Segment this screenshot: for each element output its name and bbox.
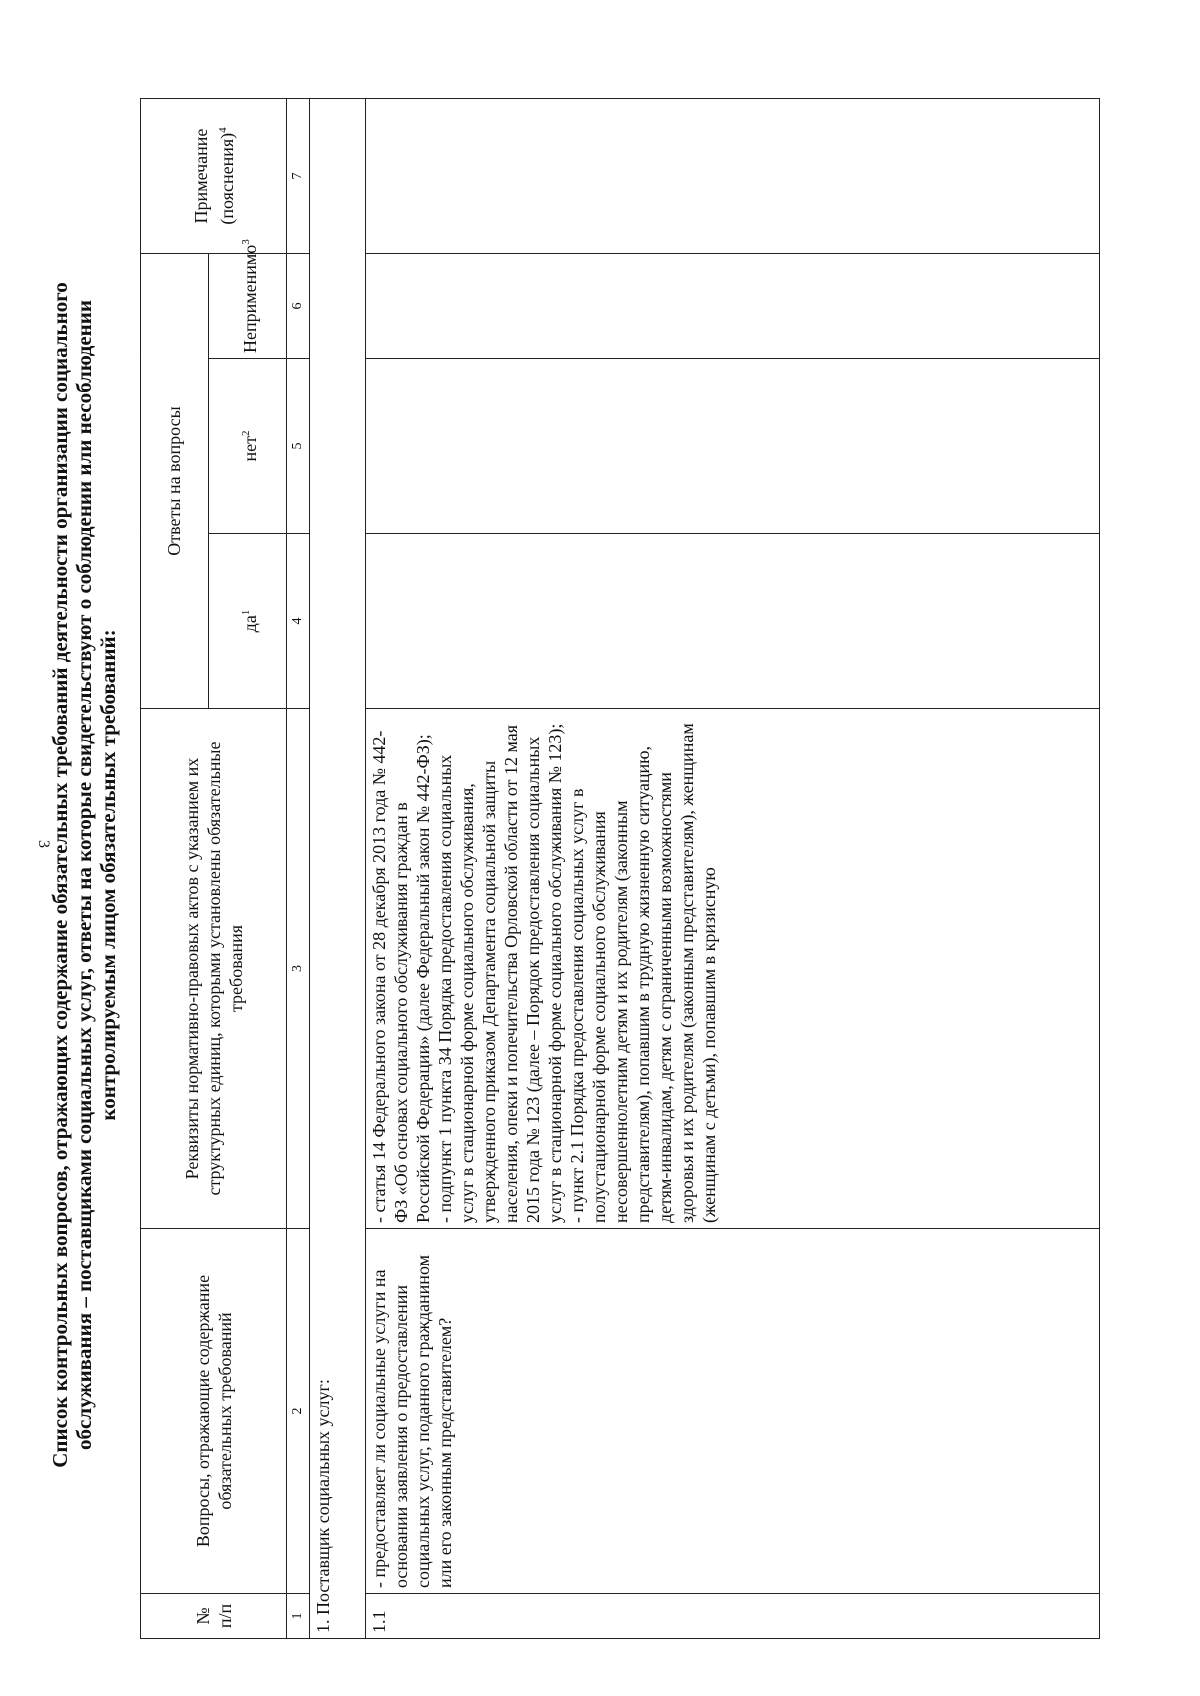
header-row-1 (141, 99, 209, 1639)
column-number: 1 (287, 1594, 310, 1639)
column-number: 3 (287, 709, 310, 1229)
title-block (48, 270, 120, 1480)
column-number-row (287, 99, 310, 1639)
page-number: 3 (35, 840, 52, 848)
row-number: 1.1 (365, 1594, 1099, 1639)
section-title: 1. Поставщик социальных услуг: (310, 99, 366, 1639)
note-cell[interactable] (365, 99, 1099, 254)
checklist-table-wrap (140, 98, 1100, 1638)
header-no (208, 359, 286, 534)
column-number: 4 (287, 534, 310, 709)
answer-no-cell[interactable] (365, 359, 1099, 534)
header-yes-label: да (239, 615, 260, 633)
reference-item: - подпункт 1 пункта 34 Порядка предоставления социальных услуг в стационарной форме социального обслуживания, утвержденного приказом Департамента социальной защиты населения, опеки и попечительства Орловской области от 12 мая 2015 года № 123 (далее – Порядок предоставления социальных услуг в стационарной форме социального обслуживания № 123); (434, 723, 565, 1224)
header-answers-group: Ответы на вопросы (141, 254, 209, 709)
reference-item: - пункт 2.1 Порядка предоставления социальных услуг в полустационарной форме социального обслуживания несовершеннолетним детям и их родителям (законным представителям), попавшим в трудную жизненную ситуацию, детям-инвалидам, детям с ограниченными возможностями здоровья и их родителям (законным представителям), женщинам (женщинам с детьми), попавшим в кризисную (566, 723, 719, 1224)
column-number: 7 (287, 99, 310, 254)
footnote-ref-1: 1 (239, 609, 252, 616)
footnote-ref-4: 4 (216, 127, 229, 133)
checklist-table (140, 98, 1100, 1639)
footnote-ref-3: 3 (239, 239, 252, 245)
column-number: 5 (287, 359, 310, 534)
header-note (141, 99, 287, 254)
reference-item: - статья 14 Федерального закона от 28 декабря 2013 года № 442-ФЗ «Об основах социального обслуживания граждан в Российской Федерации» (далее Федеральный закон № 442-ФЗ); (368, 730, 433, 1224)
header-yes (208, 534, 286, 709)
section-row (310, 99, 366, 1639)
page-title: Список контрольных вопросов, отражающих содержание обязательных требований деятельности организации социального обслуживания – поставщиками социальных услуг, ответы на которые свидетельствуют о соблюдении или несоблюдении контролируемым лицом обязательных требований: (48, 282, 120, 1468)
header-na-label: Неприменимо (239, 244, 260, 354)
header-num: № п/п (141, 1594, 287, 1639)
footnote-ref-2: 2 (239, 430, 252, 437)
header-no-label: нет (239, 436, 260, 462)
table-row (365, 99, 1099, 1639)
column-number: 6 (287, 254, 310, 359)
header-questions: Вопросы, отражающие содержание обязательных требований (141, 1229, 287, 1594)
answer-na-cell[interactable] (365, 254, 1099, 359)
column-number: 2 (287, 1229, 310, 1594)
row-question: - предоставляет ли социальные услуги на основании заявления о предоставлении социальных услуг, поданного гражданином или его законным представителем? (365, 1229, 1099, 1594)
answer-yes-cell[interactable] (365, 534, 1099, 709)
row-references (365, 709, 1099, 1229)
header-not-applicable (208, 239, 286, 359)
header-note-label: Примечание (пояснения) (190, 128, 237, 225)
header-references: Реквизиты нормативно-правовых актов с указанием их структурных единиц, которыми установлены обязательные требования (141, 709, 287, 1229)
